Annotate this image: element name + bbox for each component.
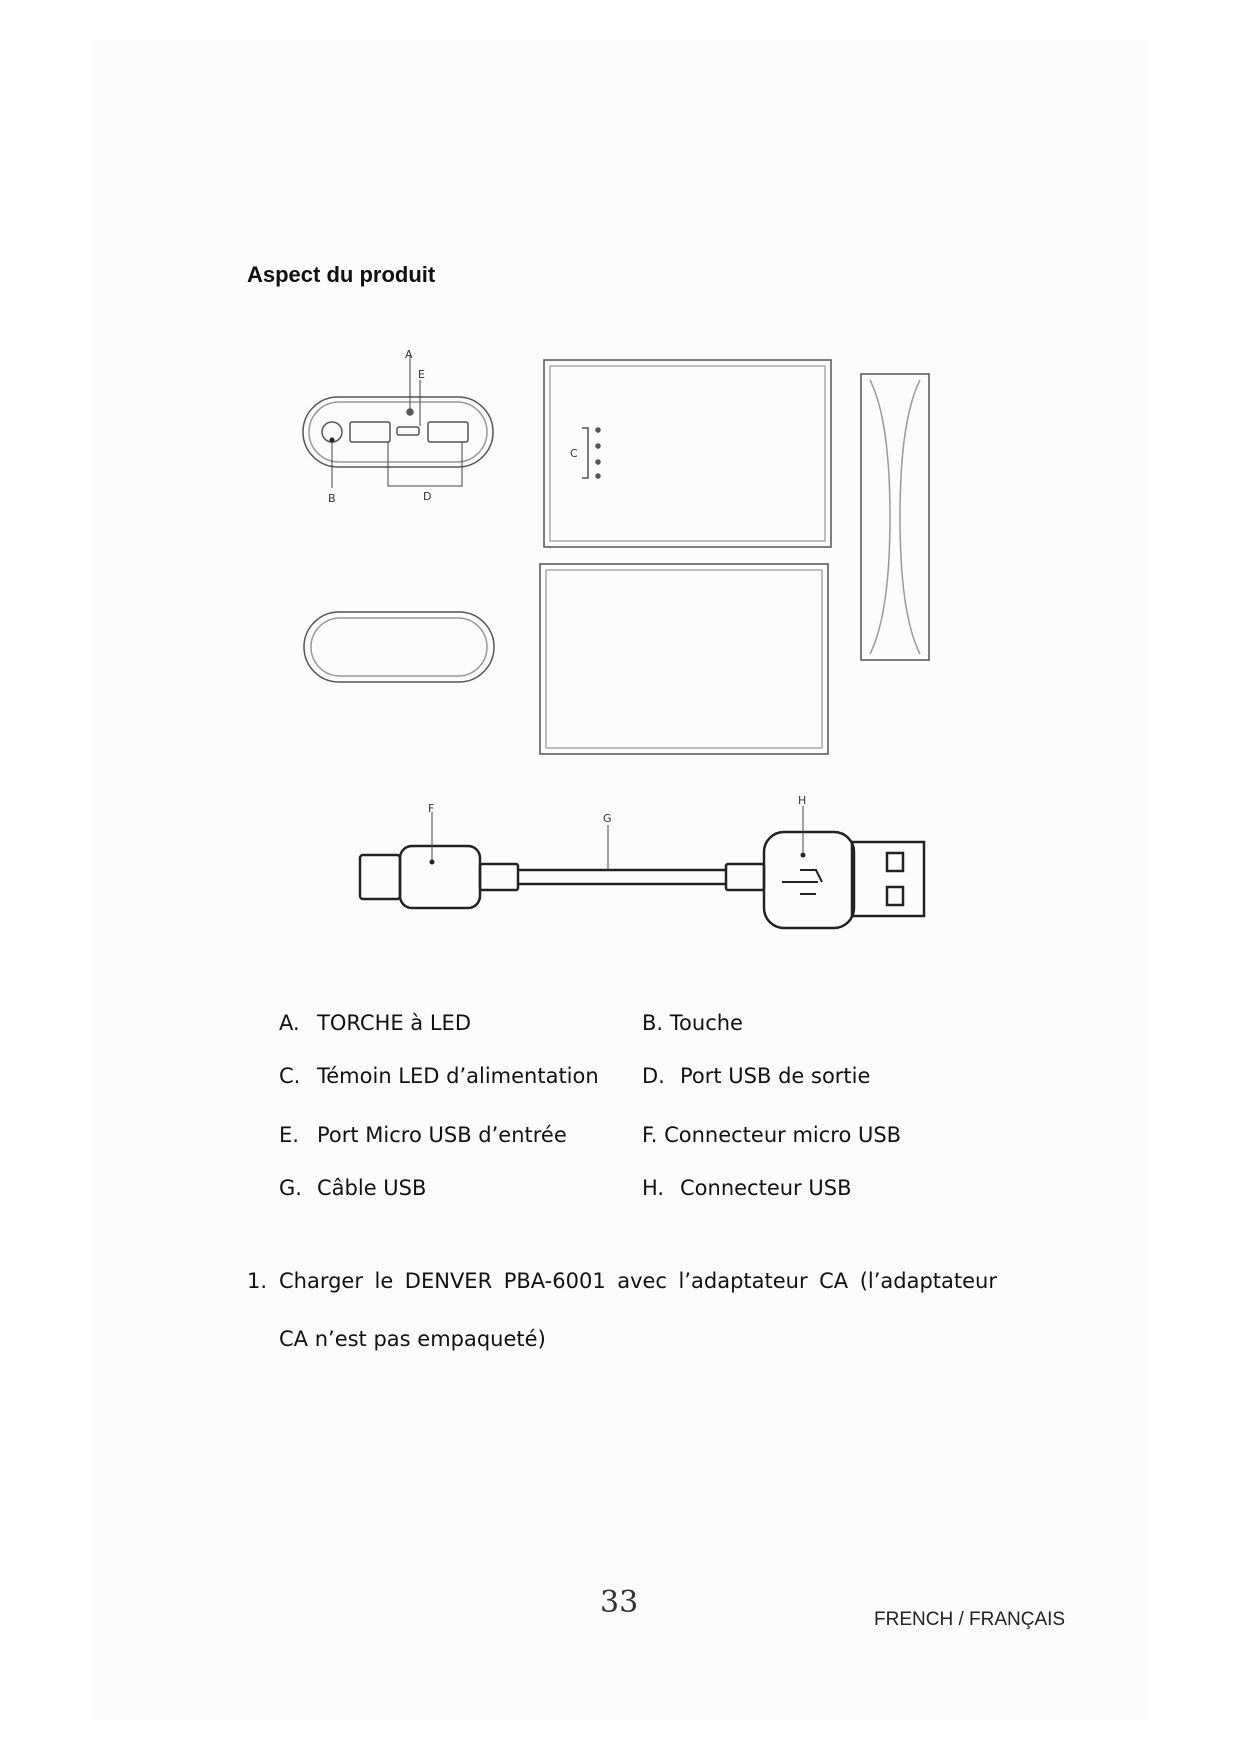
page-number: 33 xyxy=(600,1585,639,1620)
legend-key: F. xyxy=(642,1123,658,1147)
legend-text: Connecteur USB xyxy=(680,1176,852,1200)
step-text: Charger le DENVER PBA-6001 avec l’adaptateur CA (l’adaptateur CA n’est pas empaqueté) xyxy=(279,1269,997,1351)
callout-f: F xyxy=(428,802,435,815)
legend-text: Connecteur micro USB xyxy=(664,1123,902,1147)
callout-d: D xyxy=(423,490,432,503)
callout-h: H xyxy=(798,794,807,807)
legend-text: Port Micro USB d’entrée xyxy=(317,1123,567,1147)
instruction-step-1 xyxy=(247,1252,997,1368)
legend-key: B. xyxy=(642,1011,664,1035)
legend-item-d xyxy=(642,1064,870,1088)
callout-c: C xyxy=(570,447,578,460)
legend-item-c xyxy=(279,1064,599,1088)
step-number: 1. xyxy=(247,1269,268,1293)
power-bank-front-view xyxy=(544,360,831,547)
callout-e: E xyxy=(418,368,425,381)
legend-key: C. xyxy=(279,1064,301,1088)
legend-key: G. xyxy=(279,1176,302,1200)
legend-item-e xyxy=(279,1123,567,1147)
legend-item-h xyxy=(642,1176,851,1200)
usb-cable-drawing xyxy=(360,832,924,928)
section-title: Aspect du produit xyxy=(247,262,436,287)
legend-key: A. xyxy=(279,1011,300,1035)
callout-b: B xyxy=(328,492,336,505)
callout-a: A xyxy=(405,348,413,361)
power-bank-back-view xyxy=(540,564,828,754)
legend-text: Port USB de sortie xyxy=(680,1064,871,1088)
power-bank-bottom-view xyxy=(304,612,494,682)
legend-item-g xyxy=(279,1176,426,1200)
power-bank-side-view xyxy=(861,374,929,660)
legend-item-a xyxy=(279,1011,471,1035)
legend-text: Témoin LED d’alimentation xyxy=(317,1064,599,1088)
language-label: FRENCH / FRANÇAIS xyxy=(874,1609,1066,1630)
callout-g: G xyxy=(603,812,612,825)
legend-item-f xyxy=(642,1123,901,1147)
legend-text: Touche xyxy=(669,1011,743,1035)
legend-text: Câble USB xyxy=(317,1176,427,1200)
legend-key: H. xyxy=(642,1176,665,1200)
cable-callout-lines xyxy=(432,806,803,870)
legend-text: TORCHE à LED xyxy=(317,1011,471,1035)
legend-item-b xyxy=(642,1011,743,1035)
legend-key: D. xyxy=(642,1064,665,1088)
legend-key: E. xyxy=(279,1123,299,1147)
